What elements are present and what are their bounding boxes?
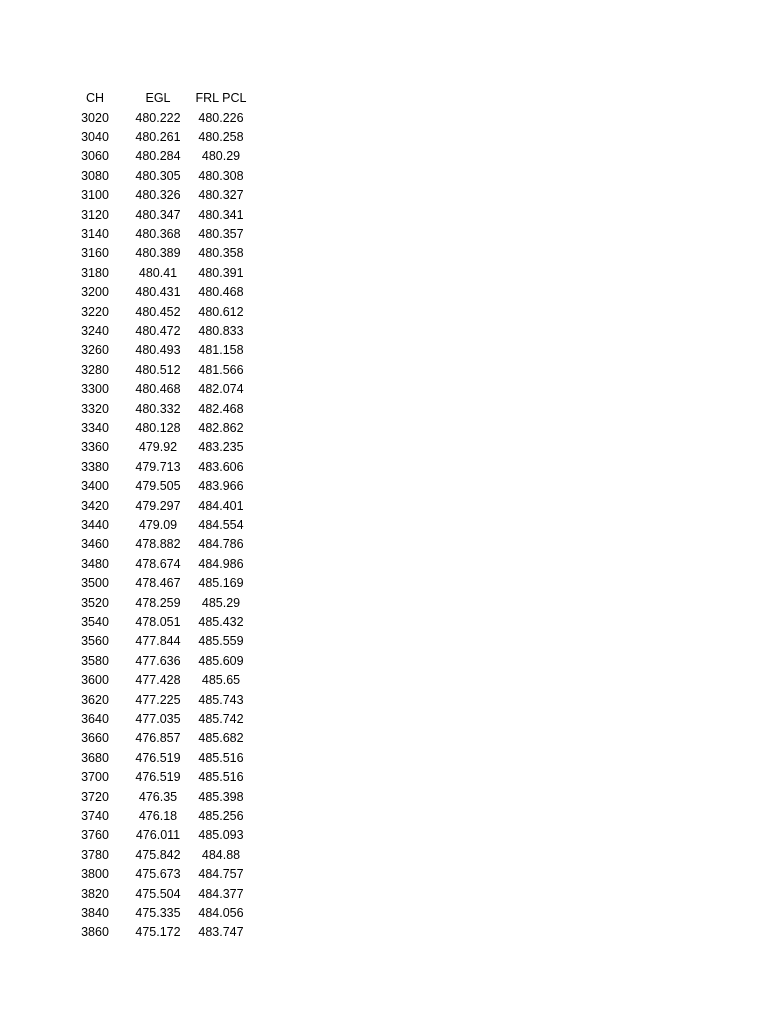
cell-ch: 3460 [81,537,109,552]
cell-egl: 480.305 [135,168,181,183]
cell-frl-pcl: 480.327 [198,188,244,203]
cell-egl: 480.512 [135,362,181,377]
cell-egl: 475.842 [135,847,181,862]
cell-ch: 3340 [81,420,109,435]
cell-egl: 476.35 [138,789,178,804]
cell-egl: 478.467 [135,576,181,591]
cell-ch: 3240 [81,323,109,338]
cell-frl-pcl: 485.29 [201,595,241,610]
header-ch: CH [85,91,105,105]
cell-frl-pcl: 483.606 [198,459,244,474]
cell-ch: 3720 [81,789,109,804]
cell-frl-pcl: 484.986 [198,556,244,571]
cell-ch: 3600 [81,673,109,688]
cell-egl: 479.92 [138,440,178,455]
cell-egl: 476.857 [135,731,181,746]
cell-egl: 480.472 [135,323,181,338]
cell-ch: 3120 [81,207,109,222]
cell-egl: 480.347 [135,207,181,222]
cell-frl-pcl: 485.743 [198,692,244,707]
cell-frl-pcl: 485.65 [201,673,241,688]
cell-frl-pcl: 481.158 [198,343,244,358]
cell-egl: 475.335 [135,905,181,920]
cell-ch: 3800 [81,867,109,882]
cell-ch: 3740 [81,808,109,823]
cell-ch: 3360 [81,440,109,455]
cell-ch: 3260 [81,343,109,358]
cell-frl-pcl: 482.862 [198,420,244,435]
cell-ch: 3780 [81,847,109,862]
cell-egl: 478.882 [135,537,181,552]
cell-ch: 3660 [81,731,109,746]
cell-frl-pcl: 484.401 [198,498,244,513]
cell-ch: 3040 [81,129,109,144]
cell-ch: 3020 [81,110,109,125]
cell-frl-pcl: 485.169 [198,576,244,591]
cell-ch: 3100 [81,188,109,203]
cell-ch: 3140 [81,226,109,241]
cell-egl: 479.297 [135,498,181,513]
cell-egl: 480.368 [135,226,181,241]
cell-frl-pcl: 483.966 [198,479,244,494]
cell-ch: 3480 [81,556,109,571]
cell-frl-pcl: 484.88 [201,847,241,862]
cell-frl-pcl: 482.074 [198,382,244,397]
cell-frl-pcl: 483.747 [198,925,244,940]
cell-egl: 476.519 [135,770,181,785]
header-egl: EGL [145,91,171,105]
cell-frl-pcl: 485.609 [198,653,244,668]
cell-ch: 3200 [81,285,109,300]
header-frl-pcl: FRL PCL [195,91,247,105]
cell-egl: 480.261 [135,129,181,144]
cell-ch: 3220 [81,304,109,319]
cell-ch: 3440 [81,517,109,532]
cell-frl-pcl: 485.559 [198,634,244,649]
cell-egl: 480.493 [135,343,181,358]
cell-ch: 3160 [81,246,109,261]
cell-ch: 3580 [81,653,109,668]
cell-ch: 3760 [81,828,109,843]
cell-egl: 475.172 [135,925,181,940]
cell-ch: 3420 [81,498,109,513]
cell-frl-pcl: 484.554 [198,517,244,532]
cell-ch: 3300 [81,382,109,397]
cell-egl: 478.259 [135,595,181,610]
cell-egl: 478.674 [135,556,181,571]
cell-egl: 477.636 [135,653,181,668]
cell-frl-pcl: 480.357 [198,226,244,241]
cell-egl: 480.389 [135,246,181,261]
cell-egl: 475.504 [135,886,181,901]
cell-egl: 480.41 [138,265,178,280]
cell-frl-pcl: 480.29 [201,149,241,164]
cell-frl-pcl: 484.786 [198,537,244,552]
cell-frl-pcl: 480.468 [198,285,244,300]
cell-frl-pcl: 485.682 [198,731,244,746]
cell-ch: 3860 [81,925,109,940]
cell-ch: 3640 [81,711,109,726]
cell-ch: 3080 [81,168,109,183]
cell-egl: 480.452 [135,304,181,319]
cell-egl: 477.225 [135,692,181,707]
cell-frl-pcl: 485.516 [198,750,244,765]
cell-egl: 479.713 [135,459,181,474]
cell-frl-pcl: 485.398 [198,789,244,804]
cell-frl-pcl: 480.358 [198,246,244,261]
cell-egl: 475.673 [135,867,181,882]
cell-egl: 480.222 [135,110,181,125]
cell-egl: 476.18 [138,808,178,823]
cell-egl: 477.844 [135,634,181,649]
cell-frl-pcl: 480.391 [198,265,244,280]
cell-frl-pcl: 485.742 [198,711,244,726]
cell-ch: 3680 [81,750,109,765]
cell-ch: 3500 [81,576,109,591]
cell-frl-pcl: 481.566 [198,362,244,377]
cell-frl-pcl: 480.258 [198,129,244,144]
cell-frl-pcl: 480.612 [198,304,244,319]
cell-ch: 3560 [81,634,109,649]
cell-egl: 480.332 [135,401,181,416]
cell-egl: 480.468 [135,382,181,397]
cell-frl-pcl: 480.226 [198,110,244,125]
cell-ch: 3820 [81,886,109,901]
cell-frl-pcl: 480.833 [198,323,244,338]
cell-ch: 3840 [81,905,109,920]
cell-ch: 3620 [81,692,109,707]
cell-frl-pcl: 485.256 [198,808,244,823]
cell-ch: 3180 [81,265,109,280]
cell-egl: 478.051 [135,614,181,629]
cell-frl-pcl: 485.432 [198,614,244,629]
cell-egl: 480.326 [135,188,181,203]
cell-egl: 480.431 [135,285,181,300]
cell-ch: 3320 [81,401,109,416]
cell-ch: 3520 [81,595,109,610]
cell-frl-pcl: 484.757 [198,867,244,882]
cell-egl: 480.128 [135,420,181,435]
cell-ch: 3540 [81,614,109,629]
cell-frl-pcl: 484.377 [198,886,244,901]
cell-frl-pcl: 484.056 [198,905,244,920]
cell-frl-pcl: 480.341 [198,207,244,222]
cell-egl: 477.035 [135,711,181,726]
cell-ch: 3400 [81,479,109,494]
cell-frl-pcl: 480.308 [198,168,244,183]
cell-frl-pcl: 483.235 [198,440,244,455]
cell-egl: 479.505 [135,479,181,494]
cell-egl: 476.519 [135,750,181,765]
cell-ch: 3380 [81,459,109,474]
cell-ch: 3280 [81,362,109,377]
cell-ch: 3700 [81,770,109,785]
cell-frl-pcl: 485.516 [198,770,244,785]
cell-egl: 477.428 [135,673,181,688]
cell-frl-pcl: 482.468 [198,401,244,416]
cell-ch: 3060 [81,149,109,164]
cell-egl: 476.011 [135,828,181,843]
cell-frl-pcl: 485.093 [198,828,244,843]
cell-egl: 479.09 [138,517,178,532]
cell-egl: 480.284 [135,149,181,164]
